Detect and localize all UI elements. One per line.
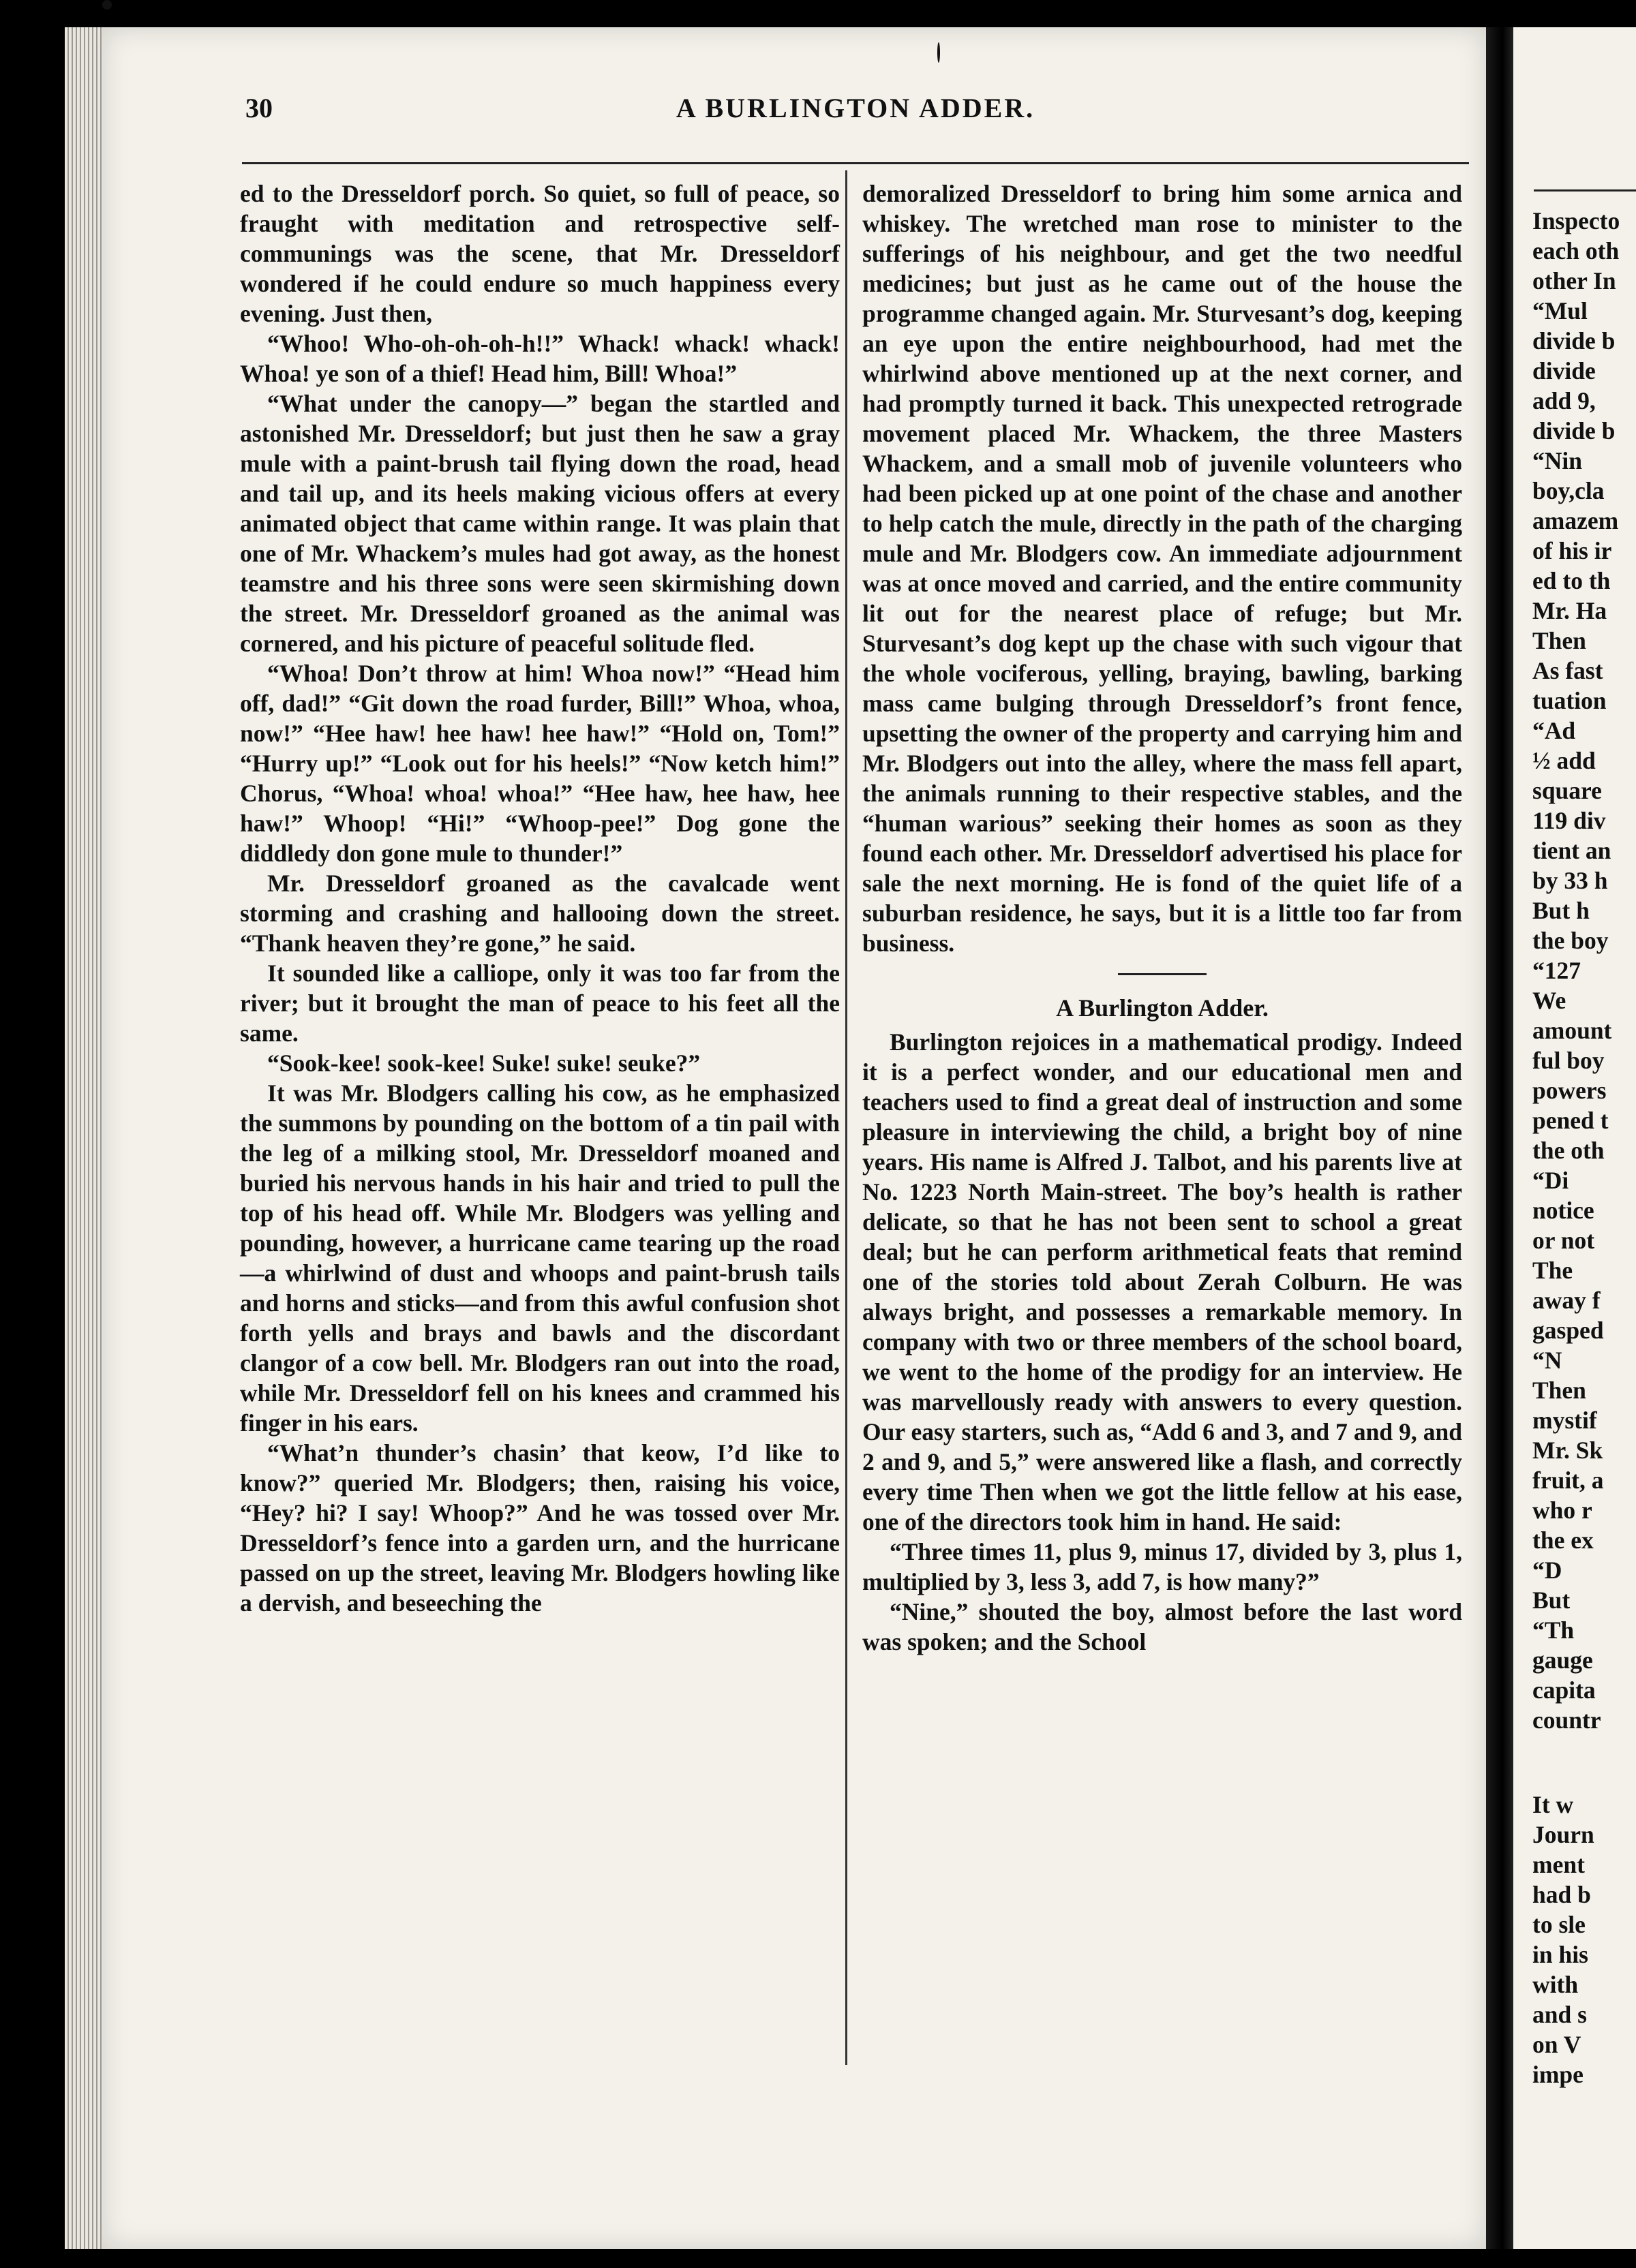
next-page-line: divide b: [1532, 327, 1616, 354]
column-rule: [845, 170, 847, 2065]
paragraph: ed to the Dresseldorf porch. So quiet, so full of peace, so fraught with meditation and retrospective self-communings was the scene, that Mr. Dresseldorf wondered if he could endure so much happiness every evening. Just then,: [240, 180, 840, 327]
page-number: 30: [245, 93, 273, 123]
next-page-line: tient an: [1532, 837, 1611, 864]
next-page-line: in his: [1532, 1941, 1588, 1968]
paragraph: “Whoa! Don’t throw at him! Whoa now!” “Head him off, dad!” “Git down the road furder, Bill!” Whoa, whoa, now!” “Hee haw! hee haw! hee haw!” “Hold on, Tom!” “Hurry up!” “Look out for his heels!” “Now ketch him!” Chorus, “Whoa! whoa! whoa!” “Hee haw, hee haw, hee haw!” Whoop! “Hi!” “Whoop-pee!” Dog gone the diddledy don gone mule to thunder!”: [240, 660, 840, 867]
next-page-line: impe: [1532, 2061, 1584, 2088]
next-page-line: to sle: [1532, 1911, 1586, 1938]
next-page-header-rule: [1534, 189, 1636, 191]
next-page-line: divide b: [1532, 417, 1616, 444]
next-page-line: gauge: [1532, 1646, 1593, 1674]
next-page-line: We: [1532, 987, 1566, 1014]
next-page-line: But: [1532, 1587, 1571, 1614]
paragraph: “Whoo! Who-oh-oh-oh-h!!” Whack! whack! whack! Whoa! ye son of a thief! Head him, Bill! Whoa!”: [240, 330, 840, 387]
next-page-line: tuation: [1532, 687, 1607, 714]
next-page-line: ful boy: [1532, 1047, 1605, 1074]
next-page-line: ½ add: [1532, 747, 1596, 774]
right-page-fragment: [1513, 27, 1636, 2249]
next-page-line: ed to th: [1532, 567, 1611, 594]
next-page-line: Mr. Sk: [1532, 1437, 1603, 1464]
next-page-line: of his ir: [1532, 537, 1612, 564]
next-page-line: pened t: [1532, 1107, 1609, 1134]
next-page-line: who r: [1532, 1497, 1592, 1524]
next-page-line: gasped: [1532, 1317, 1604, 1344]
next-page-line: “D: [1532, 1557, 1562, 1584]
next-page-line: and s: [1532, 2001, 1587, 2028]
next-page-line: Then: [1532, 627, 1586, 654]
section-title: A Burlington Adder.: [1056, 994, 1269, 1022]
next-page-line: The: [1532, 1257, 1573, 1284]
next-page-line: “Di: [1532, 1167, 1569, 1194]
next-page-line: add 9,: [1532, 387, 1596, 414]
next-page-line: “Mul: [1532, 297, 1588, 324]
next-page-line: As fast: [1532, 657, 1603, 684]
paragraph: It sounded like a calliope, only it was too far from the river; but it brought the man of peace to his feet all the same.: [240, 960, 840, 1047]
next-page-line: fruit, a: [1532, 1467, 1604, 1494]
paragraph: “Sook-kee! sook-kee! Suke! suke! seuke?”: [267, 1049, 701, 1077]
next-page-line: on V: [1532, 2031, 1581, 2058]
next-page-line: other In: [1532, 267, 1616, 294]
next-page-line: had b: [1532, 1881, 1591, 1908]
next-page-line: by 33 h: [1532, 867, 1608, 894]
next-page-line: away f: [1532, 1287, 1601, 1314]
next-page-line: “Nin: [1532, 447, 1582, 474]
paragraph: “What under the canopy—” began the startled and astonished Mr. Dresseldorf; but just then he saw a gray mule with a paint-brush tail flying down the road, head and tail up, and its heels making vicious offers at every animated object that came within range. It was plain that one of Mr. Whackem’s mules had got away, as the honest teamstre and his three sons were seen skirmishing down the street. Mr. Dresseldorf groaned as the animal was cornered, and his picture of peaceful solitude fled.: [240, 390, 840, 657]
next-page-line: “Ad: [1532, 717, 1576, 744]
print-speck: [937, 42, 940, 63]
next-page-line: Journ: [1532, 1821, 1594, 1848]
next-page-line: square: [1532, 777, 1602, 804]
next-page-line: amazem: [1532, 507, 1619, 534]
next-page-line: the ex: [1532, 1527, 1594, 1554]
next-page-line: ment: [1532, 1851, 1585, 1878]
paragraph: Burlington rejoices in a mathematical prodigy. Indeed it is a perfect wonder, and our educational men and teachers used to find a great deal of instruction and some pleasure in interviewing the child, a bright boy of nine years. His name is Alfred J. Talbot, and his parents live at No. 1223 North Main-street. The boy’s health is rather delicate, so that he has not been sent to school a great deal; but he can perform arithmetical feats that remind one of the stories told about Zerah Colburn. He was always bright, and possesses a remarkable memory. In company with two or three members of the school board, we went to the home of the prodigy for an interview. He was marvellously ready with answers to every question. Our easy starters, such as, “Add 6 and 3, and 7 and 9, and 2 and 9, and 5,” were answered like a flash, and correctly every time Then when we got the little fellow at his ease, one of the directors took him in hand. He said:: [862, 1028, 1462, 1535]
next-page-line: divide: [1532, 357, 1596, 384]
next-page-line: 119 div: [1532, 807, 1606, 834]
header-rule: [242, 162, 1469, 164]
right-column: [862, 179, 1462, 1657]
next-page-line: countr: [1532, 1706, 1601, 1734]
next-page-line: Mr. Ha: [1532, 597, 1607, 624]
next-page-line: Inspecto: [1532, 207, 1620, 234]
left-column: [240, 179, 840, 1618]
print-speck: [102, 0, 112, 10]
next-page-line: the oth: [1532, 1137, 1605, 1164]
paragraph: Mr. Dresseldorf groaned as the cavalcade went storming and crashing and hallooing down the street. “Thank heaven they’re gone,” he said.: [240, 870, 840, 957]
paragraph: “Nine,” shouted the boy, almost before the last word was spoken; and the School: [862, 1598, 1462, 1655]
paragraph: “What’n thunder’s chasin’ that keow, I’d like to know?” queried Mr. Blodgers; then, raising his voice, “Hey? hi? I say! Whoop?” And he was tossed over Mr. Dresseldorf’s fence into a garden urn, and the hurricane passed on up the street, leaving Mr. Blodgers howling like a dervish, and beseeching the: [240, 1439, 840, 1616]
next-page-line: or not: [1532, 1227, 1595, 1254]
next-page-line: powers: [1532, 1077, 1607, 1104]
next-page-line: [1532, 1735, 1636, 1790]
next-page-line: “127: [1532, 957, 1581, 984]
next-page-line: with: [1532, 1971, 1579, 1998]
arithmetic-question: “Three times 11, plus 9, minus 17, divided by 3, plus 1, multiplied by 3, less 3, add 7, is how many?”: [862, 1538, 1462, 1595]
section-divider: [1118, 973, 1207, 975]
next-page-line: “N: [1532, 1347, 1562, 1374]
next-page-line: capita: [1532, 1676, 1596, 1704]
next-page-line: amount: [1532, 1017, 1612, 1044]
next-page-line: boy,cla: [1532, 477, 1605, 504]
next-page-line: It w: [1532, 1791, 1574, 1818]
book-gutter: [1486, 27, 1513, 2249]
next-page-line: mystif: [1532, 1407, 1597, 1434]
page-header: [245, 92, 1466, 133]
next-page-line: notice: [1532, 1197, 1594, 1224]
next-page-line: “Th: [1532, 1616, 1575, 1644]
next-page-line: the boy: [1532, 927, 1609, 954]
next-page-line: each oth: [1532, 237, 1620, 264]
paragraph: It was Mr. Blodgers calling his cow, as he emphasized the summons by pounding on the bottom of a tin pail with the leg of a milking stool, Mr. Dresseldorf moaned and buried his nervous hands in his hair and tried to pull the top of his head off. While Mr. Blodgers was yelling and pounding, however, a hurricane came tearing up the road—a whirlwind of dust and whoops and paint-brush tails and horns and sticks—and from this awful confusion shot forth yells and brays and bawls and the discordant clangor of a cow bell. Mr. Blodgers ran out into the road, while Mr. Dresseldorf fell on his knees and crammed his finger in his ears.: [240, 1079, 840, 1437]
running-title: A BURLINGTON ADDER.: [676, 93, 1035, 123]
next-page-line: But h: [1532, 897, 1590, 924]
next-page-line: Then: [1532, 1377, 1586, 1404]
paragraph: demoralized Dresseldorf to bring him some arnica and whiskey. The wretched man rose to minister to the sufferings of his neighbour, and get the two needful medicines; but just as he came out of the house the programme changed again. Mr. Sturvesant’s dog, keeping an eye upon the entire neighbourhood, had met the whirlwind above mentioned up at the next corner, and had promptly turned it back. This unexpected retrograde movement placed Mr. Whackem, the three Masters Whackem, and a small mob of juvenile volunteers who had been picked up at one point of the chase and another to help catch the mule, directly in the path of the charging mule and Mr. Blodgers cow. An immediate adjournment was at once moved and carried, and the entire community lit out for the nearest place of refuge; but Mr. Sturvesant’s dog kept up the chase with such vigour that the whole vociferous, yelling, braying, bawling, barking mass came bulging through Dresseldorf’s front fence, upsetting the owner of the property and carrying him and Mr. Blodgers out into the alley, where the mass fell apart, the animals running to their respective stables, and the “human warious” seeking their homes as soon as they found each other. Mr. Dresseldorf advertised his place for sale the next morning. He is fond of the quiet life of a suburban residence, he says, but it is a little too far from business.: [862, 180, 1462, 957]
next-page-column: [1532, 206, 1636, 2089]
